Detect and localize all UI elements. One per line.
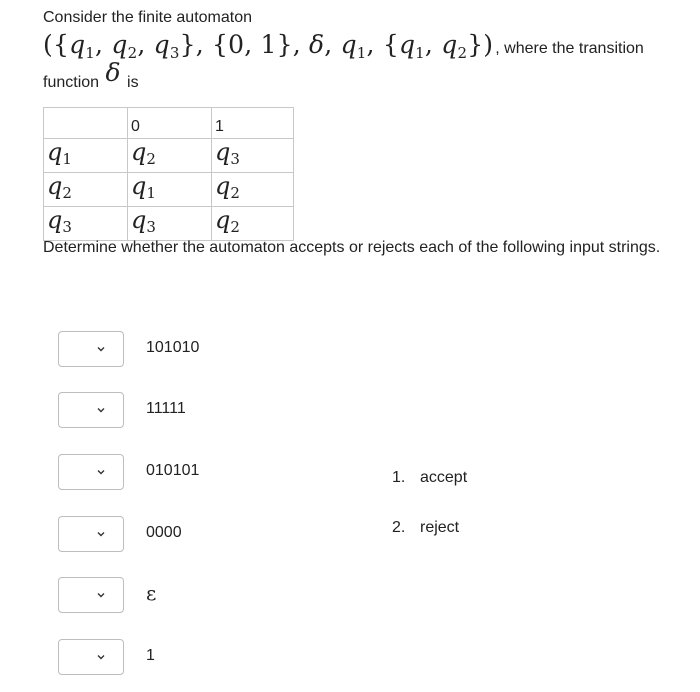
table-cell: $q_3$: [215, 138, 240, 168]
answer-row: [58, 639, 318, 675]
answer-select[interactable]: [58, 454, 124, 490]
table-cell: $q_2$: [131, 138, 156, 168]
input-string-label: 0000: [146, 524, 182, 541]
option-label: reject: [420, 519, 460, 536]
chevron-down-icon: [97, 653, 105, 661]
table-cell: $q_3$: [131, 206, 156, 236]
table-header-cell: 1: [212, 108, 294, 139]
table-header-row: [44, 108, 294, 139]
table-cell: $q_3$: [47, 206, 72, 236]
chevron-down-icon: [97, 591, 105, 599]
answer-select[interactable]: [58, 577, 124, 613]
input-string-label: 010101: [146, 462, 200, 479]
option-item: [392, 519, 459, 537]
tuple-formula: ({$q_1$, $q_2$, $q_3$}, {0, 1}, δ, $q_1$, {$q_1$, $q_2$}): [43, 30, 494, 62]
table-row: [44, 173, 294, 207]
table-cell: $q_2$: [47, 172, 72, 202]
table-header-cell: 0: [128, 108, 212, 139]
table-row: [44, 139, 294, 173]
tuple-suffix: , where the transition: [495, 40, 644, 57]
option-label: accept: [420, 469, 468, 486]
table-cell: $q_2$: [215, 206, 240, 236]
transition-function-label: [43, 58, 139, 93]
chevron-down-icon: [97, 530, 105, 538]
function-prefix: function: [43, 74, 100, 91]
answer-select[interactable]: [58, 639, 124, 675]
answer-select[interactable]: [58, 392, 124, 428]
input-string-label: 11111: [146, 400, 186, 417]
automaton-tuple: [43, 30, 700, 62]
answer-select[interactable]: [58, 331, 124, 367]
table-cell: $q_1$: [47, 138, 72, 168]
answer-row: [58, 577, 318, 613]
chevron-down-icon: [97, 345, 105, 353]
input-string-label: 1: [146, 647, 155, 664]
option-number: 2.: [392, 519, 406, 536]
answer-row: [58, 454, 318, 490]
answer-select[interactable]: [58, 516, 124, 552]
delta-symbol: δ: [105, 58, 121, 87]
chevron-down-icon: [97, 468, 105, 476]
question-text: Determine whether the automaton accepts or rejects each of the following input strings.: [43, 239, 661, 256]
table-cell: $q_2$: [215, 172, 240, 202]
answer-row: [58, 392, 318, 428]
answer-row: [58, 516, 318, 552]
intro-text: Consider the finite automaton: [43, 9, 253, 26]
answer-row: [58, 331, 318, 367]
chevron-down-icon: [97, 406, 105, 414]
option-number: 1.: [392, 469, 406, 486]
input-string-label: 101010: [146, 339, 200, 356]
input-string-label: ε: [146, 581, 157, 605]
option-item: [392, 469, 467, 487]
table-cell: $q_1$: [131, 172, 156, 202]
table-header-cell: [44, 108, 128, 139]
transition-table: [43, 107, 294, 241]
function-suffix: is: [127, 74, 139, 91]
